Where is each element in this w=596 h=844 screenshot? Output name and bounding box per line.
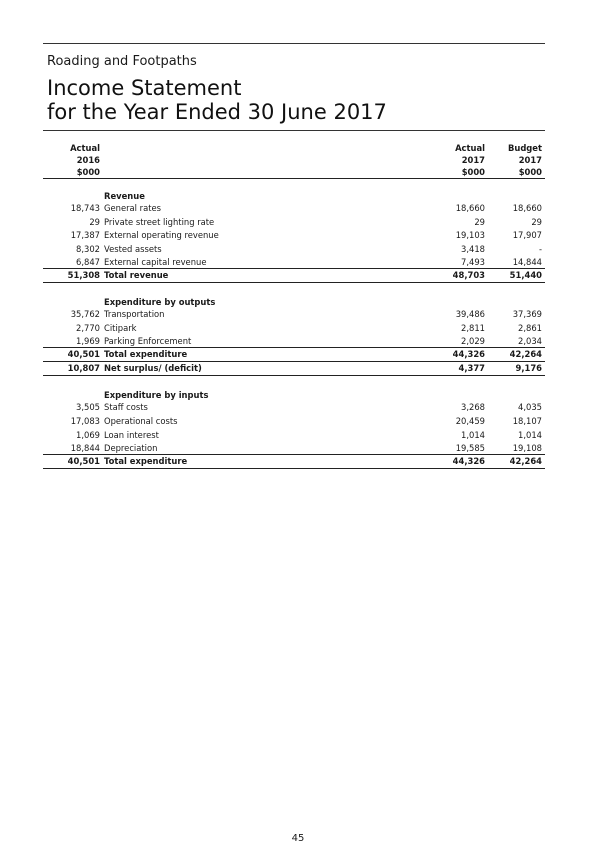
- cell-desc: Staff costs: [104, 402, 148, 412]
- header-prev-label: Actual: [70, 143, 100, 153]
- cell-budget: 17,907: [512, 230, 542, 240]
- cell-prev: 1,069: [76, 429, 100, 440]
- header-budget-label: Budget: [507, 143, 542, 153]
- cell-prev: 17,387: [70, 230, 100, 240]
- header-prev-actual: [70, 142, 100, 178]
- cell-actual: 44,326: [452, 349, 485, 359]
- page-title-period: for the Year Ended 30 June 2017: [47, 100, 387, 124]
- header-budget: [508, 142, 542, 178]
- cell-prev: 29: [89, 216, 100, 227]
- cell-desc: Total expenditure: [104, 456, 188, 466]
- cell-prev: 1,969: [76, 336, 100, 346]
- cell-actual: 39,486: [455, 309, 485, 319]
- cell-budget: 42,264: [509, 349, 542, 359]
- page-title: Income Statement: [47, 76, 242, 100]
- cell-actual: 3,268: [461, 402, 485, 412]
- cell-actual: 1,014: [461, 429, 485, 440]
- cell-budget: 2,034: [518, 336, 542, 346]
- header-actual-unit: $000: [461, 167, 485, 177]
- section-heading-revenue: Revenue: [104, 191, 145, 201]
- cell-budget: 14,844: [512, 257, 542, 267]
- cell-prev: 18,743: [70, 203, 100, 213]
- cell-desc: Transportation: [104, 309, 165, 319]
- header-budget-unit: $000: [518, 167, 542, 177]
- cell-prev: 18,844: [70, 443, 100, 453]
- net-underline: [43, 375, 545, 376]
- header-budget-year: 2017: [518, 155, 542, 165]
- cell-prev: 8,302: [76, 243, 100, 254]
- total-row-outputs: [43, 348, 545, 361]
- cell-prev: 51,308: [67, 270, 100, 280]
- table-row: [43, 322, 545, 335]
- cell-desc: Net surplus/ (deficit): [104, 363, 202, 373]
- cell-desc: Depreciation: [104, 443, 158, 453]
- cell-budget: 18,660: [512, 203, 542, 213]
- table-row: [43, 202, 545, 215]
- table-row: [43, 401, 545, 414]
- header-actual-year: 2017: [461, 155, 485, 165]
- cell-prev: 17,083: [70, 416, 100, 426]
- cell-actual: 19,585: [455, 443, 485, 453]
- cell-budget: 42,264: [509, 456, 542, 466]
- cell-desc: General rates: [104, 203, 162, 213]
- header-actual: [455, 142, 485, 178]
- cell-actual: 29: [474, 216, 485, 227]
- section-heading-inputs: Expenditure by inputs: [104, 390, 209, 400]
- table-row: [43, 216, 545, 229]
- cell-desc: Total expenditure: [104, 349, 188, 359]
- header-actual-label: Actual: [455, 143, 485, 153]
- cell-budget: 19,108: [512, 443, 542, 453]
- cell-actual: 2,811: [461, 322, 485, 333]
- cell-prev: 40,501: [67, 456, 100, 466]
- cell-budget: -: [538, 243, 542, 254]
- table-row: [43, 243, 545, 256]
- header-underline: [43, 178, 545, 179]
- total-row-inputs: [43, 455, 545, 468]
- cell-prev: 10,807: [67, 363, 100, 373]
- cell-desc: External capital revenue: [104, 257, 207, 267]
- cell-actual: 18,660: [455, 203, 485, 213]
- cell-budget: 9,176: [515, 363, 542, 373]
- cell-budget: 18,107: [512, 416, 542, 426]
- cell-budget: 37,369: [512, 309, 542, 319]
- cell-desc: Citipark: [104, 322, 137, 333]
- cell-desc: Operational costs: [104, 416, 178, 426]
- table-row: [43, 415, 545, 428]
- section-heading-outputs: Expenditure by outputs: [104, 297, 216, 307]
- cell-desc: Loan interest: [104, 429, 159, 440]
- cell-desc: Total revenue: [104, 270, 169, 280]
- net-surplus-row: [43, 362, 545, 375]
- cell-actual: 20,459: [455, 416, 485, 426]
- header-prev-year: 2016: [76, 155, 100, 165]
- section-subtitle: Roading and Footpaths: [47, 54, 197, 69]
- cell-prev: 2,770: [76, 322, 100, 333]
- total-underline: [43, 282, 545, 283]
- total-row-revenue: [43, 269, 545, 282]
- cell-budget: 29: [531, 216, 542, 227]
- table-row: [43, 429, 545, 442]
- cell-prev: 40,501: [67, 349, 100, 359]
- cell-budget: 4,035: [518, 402, 542, 412]
- cell-actual: 48,703: [452, 270, 485, 280]
- cell-actual: 4,377: [458, 363, 485, 373]
- income-statement-table: [43, 0, 545, 844]
- cell-budget: 1,014: [518, 429, 542, 440]
- page-number: 45: [291, 833, 305, 844]
- total-underline: [43, 468, 545, 469]
- cell-desc: Private street lighting rate: [104, 216, 215, 227]
- cell-budget: 51,440: [509, 270, 542, 280]
- cell-desc: Parking Enforcement: [104, 336, 192, 346]
- cell-prev: 35,762: [70, 309, 100, 319]
- table-row: [43, 229, 545, 242]
- cell-actual: 3,418: [461, 243, 485, 254]
- cell-prev: 3,505: [76, 402, 100, 412]
- cell-actual: 7,493: [461, 257, 485, 267]
- cell-actual: 44,326: [452, 456, 485, 466]
- table-row: [43, 308, 545, 321]
- cell-actual: 19,103: [455, 230, 485, 240]
- cell-desc: External operating revenue: [104, 230, 219, 240]
- cell-prev: 6,847: [76, 257, 100, 267]
- cell-budget: 2,861: [518, 322, 542, 333]
- cell-desc: Vested assets: [104, 243, 162, 254]
- header-prev-unit: $000: [76, 167, 100, 177]
- cell-actual: 2,029: [461, 336, 485, 346]
